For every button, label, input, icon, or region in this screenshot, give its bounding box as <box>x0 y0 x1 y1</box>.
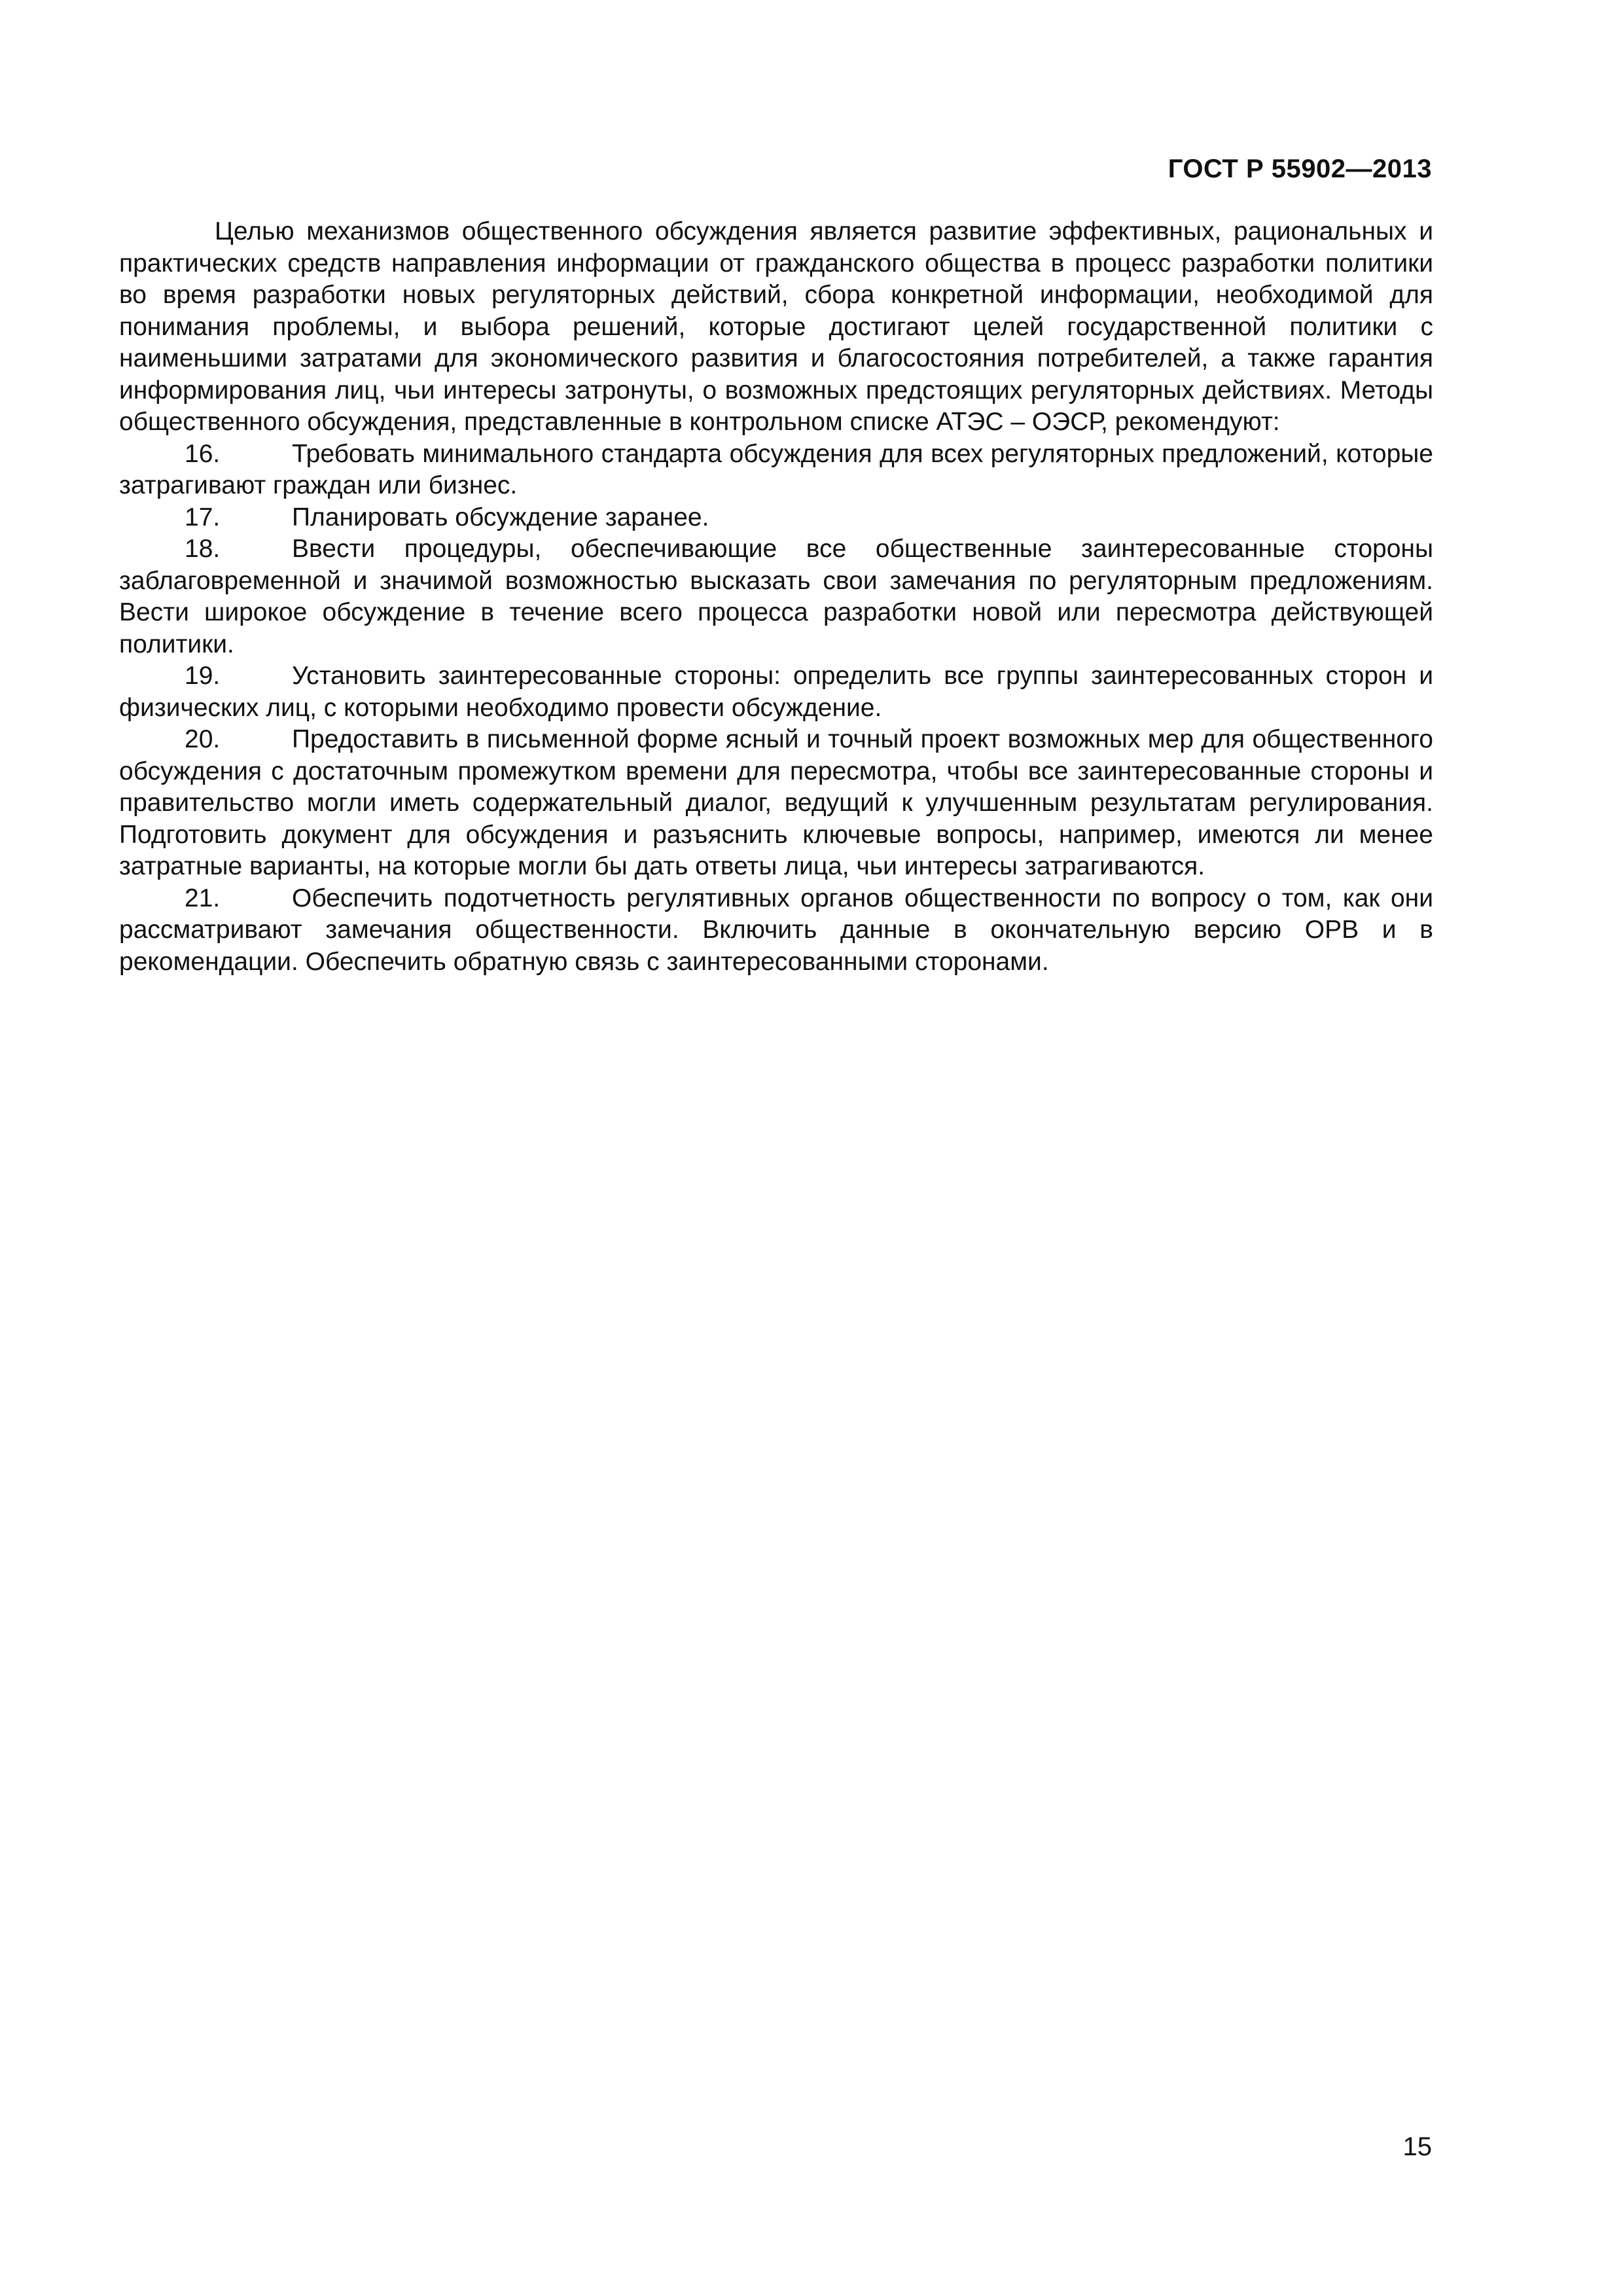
list-item <box>119 502 1433 534</box>
list-item <box>119 724 1433 883</box>
list-item-text: Планировать обсуждение заранее. <box>292 503 709 531</box>
list-item-text: Установить заинтересованные стороны: определить все группы заинтересованных сторон и физических лиц, с которыми необходимо провести обсуждение. <box>119 662 1433 722</box>
list-item-text: Обеспечить подотчетность регулятивных органов общественности по вопросу о том, как они рассматривают замечания общественности. Включить данные в окончательную версию ОРВ и в рекомендации. Обеспечить обратную связь с заинтересованными сторонами. <box>119 884 1433 976</box>
list-item <box>119 533 1433 660</box>
document-body <box>119 216 1433 978</box>
list-item-number: 19. <box>185 662 221 690</box>
list-item <box>119 883 1433 978</box>
list-item-number: 21. <box>185 884 221 912</box>
list-item-number: 16. <box>185 439 221 468</box>
list-item-text: Ввести процедуры, обеспечивающие все общественные заинтересованные стороны заблаговременной и значимой возможностью высказать свои замечания по регуляторным предложениям. Вести широкое обсуждение в течение всего процесса разработки новой или пересмотра действующей политики. <box>119 535 1433 658</box>
page-number: 15 <box>1402 2132 1432 2161</box>
list-item-text: Предоставить в письменной форме ясный и точный проект возможных мер для общественного обсуждения с достаточным промежутком времени для пересмотра, чтобы все заинтересованные стороны и правительство могли иметь содержательный диалог, ведущий к улучшенным результатам регулирования. Подготовить документ для обсуждения и разъяснить ключевые вопросы, например, имеются ли менее затратные варианты, на которые могли бы дать ответы лица, чьи интересы затрагиваются. <box>119 725 1433 880</box>
intro-paragraph: Целью механизмов общественного обсуждения является развитие эффективных, рациональных и практических средств направления информации от гражданского общества в процесс разработки политики во время разработки новых регуляторных действий, сбора конкретной информации, необходимой для понимания проблемы, и выбора решений, которые достигают целей государственной политики с наименьшими затратами для экономического развития и благосостояния потребителей, а также гарантия информирования лиц, чьи интересы затронуты, о возможных предстоящих регуляторных действиях. Методы общественного обсуждения, представленные в контрольном списке АТЭС – ОЭСР, рекомендуют: <box>119 217 1433 436</box>
list-item-number: 17. <box>185 503 221 531</box>
document-id-header: ГОСТ Р 55902—2013 <box>1168 154 1432 183</box>
list-item-number: 18. <box>185 535 221 563</box>
list-item <box>119 660 1433 724</box>
list-item-number: 20. <box>185 725 221 753</box>
list-item-text: Требовать минимального стандарта обсуждения для всех регуляторных предложений, которые затрагивают граждан или бизнес. <box>119 439 1433 499</box>
list-item <box>119 439 1433 502</box>
